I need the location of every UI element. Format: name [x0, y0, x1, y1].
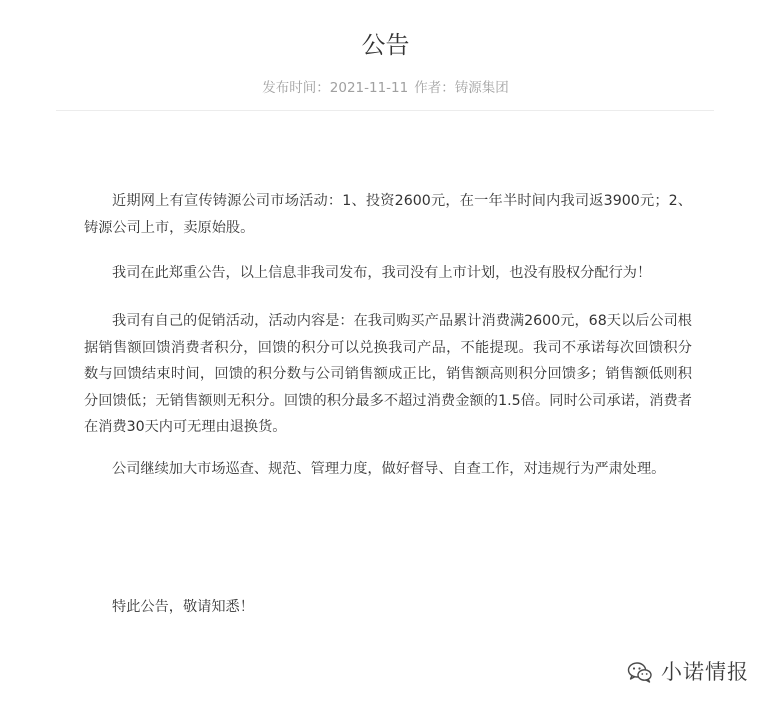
- article-meta: [0, 78, 771, 98]
- wechat-icon: [627, 660, 653, 684]
- paragraph-promotion: 我司有自己的促销活动，活动内容是：在我司购买产品累计消费满2600元，68天以后公司根据销售额回馈消费者积分，回馈的积分可以兑换我司产品，不能提现。我司不承诺每次回馈积分数与回馈结束时间，回馈的积分数与公司销售额成正比，销售额高则积分回馈多；销售额低则积分回馈低；无销售额则无积分。回馈的积分最多不超过消费金额的1.5倍。同时公司承诺，消费者在消费30天内可无理由退换货。: [84, 313, 692, 436]
- publish-date: 2021-11-11: [329, 80, 409, 96]
- author-label: 作者：: [414, 80, 455, 96]
- publish-label: 发布时间：: [262, 80, 330, 96]
- watermark: [627, 658, 749, 686]
- watermark-text: 小诺情报: [661, 660, 749, 684]
- paragraph-statement: 我司在此郑重公告，以上信息非我司发布，我司没有上市计划，也没有股权分配行为！: [112, 265, 652, 281]
- paragraph-enforcement: 公司继续加大市场巡查、规范、管理力度，做好督导、自查工作，对违规行为严肃处理。: [112, 461, 666, 477]
- page-title: 公告: [361, 31, 410, 59]
- author-name: 铸源集团: [454, 80, 509, 96]
- paragraph-rumor: 近期网上有宣传铸源公司市场活动：1、投资2600元，在一年半时间内我司返3900元；2、铸源公司上市，卖原始股。: [84, 193, 692, 236]
- paragraph-closing: 特此公告，敬请知悉！: [112, 599, 254, 615]
- header-divider: [56, 110, 714, 111]
